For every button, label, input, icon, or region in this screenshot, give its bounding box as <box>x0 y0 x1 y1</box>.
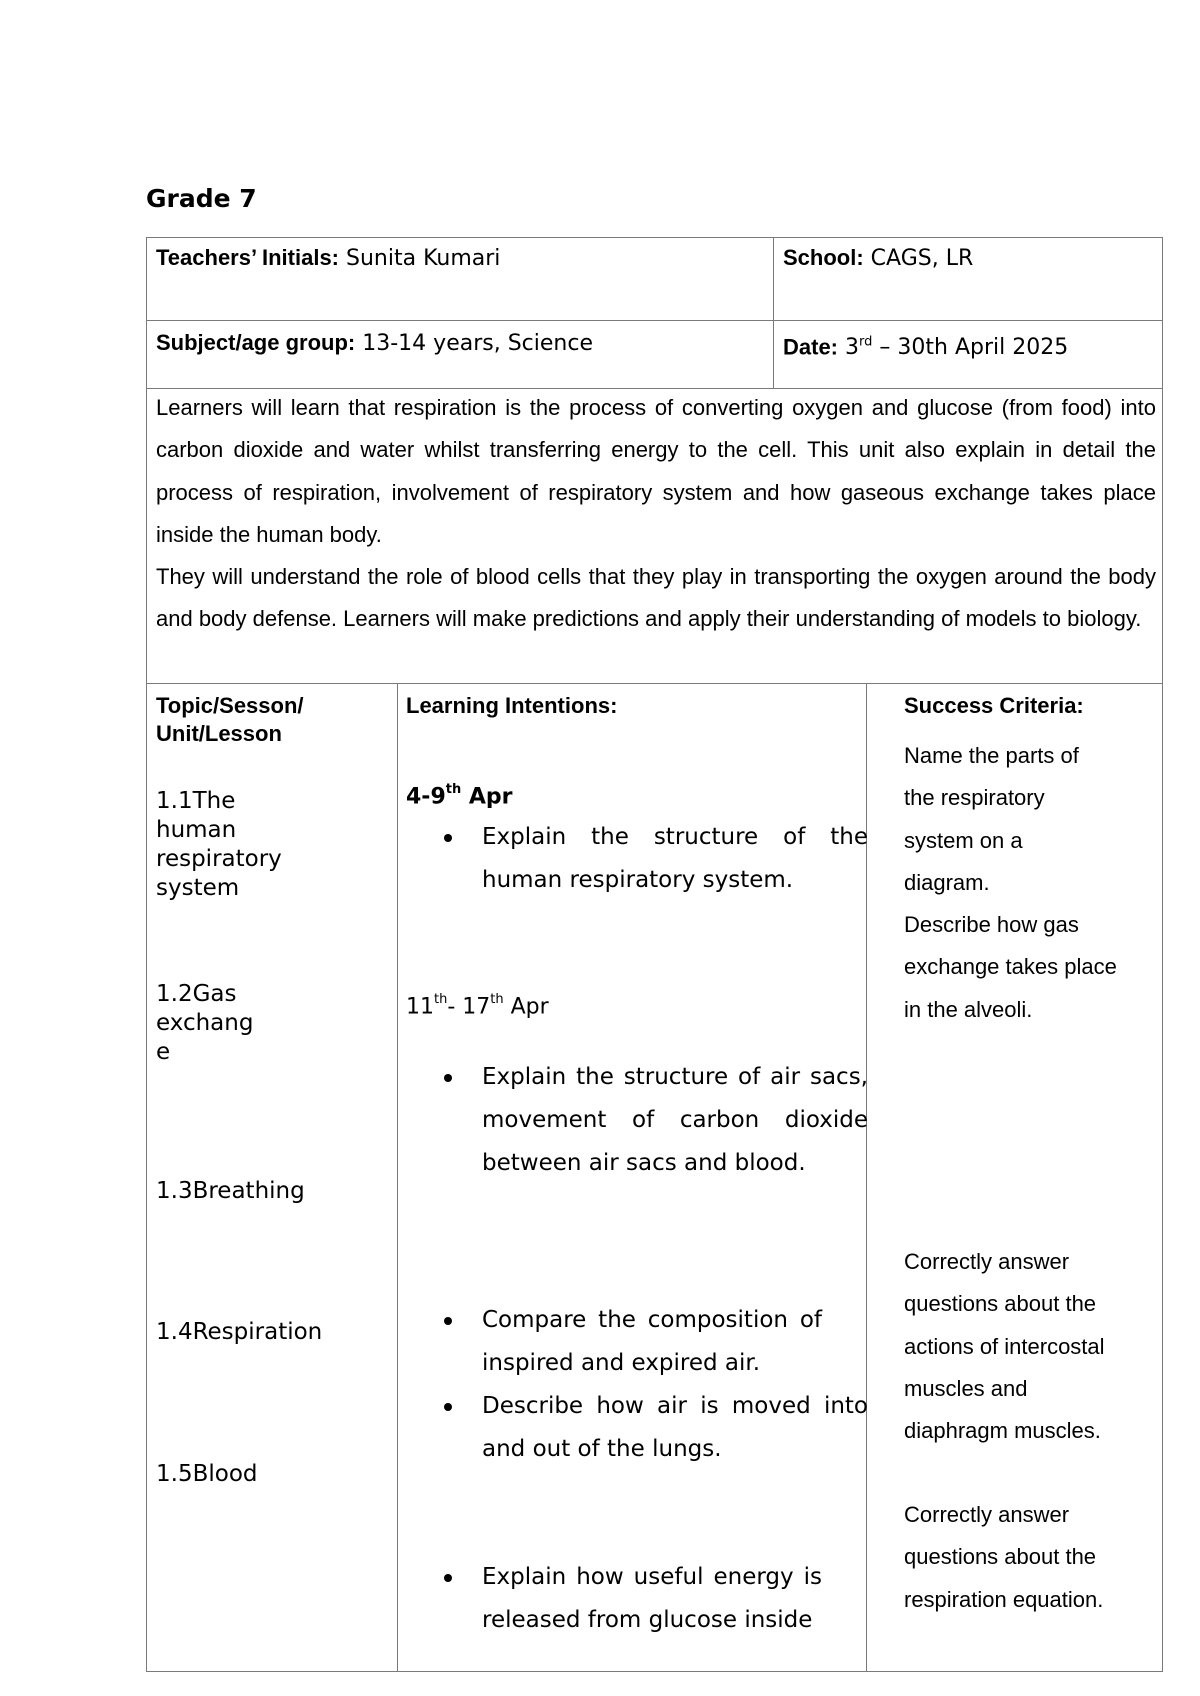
topic-item: 1.2Gas exchang e <box>156 981 254 1065</box>
list-item: Explain how useful energy is released from glucose inside <box>406 1556 822 1642</box>
week-date: 4-9th Apr <box>406 782 513 810</box>
table-border-bottom <box>146 1671 1163 1672</box>
school-label: School: <box>783 245 864 270</box>
overview-paragraph: Learners will learn that respiration is the process of converting oxygen and glucose (from food) into carbon dioxide and water whilst transferring energy to the cell. This unit also explain in detail the process of respiration, involvement of respiratory system and how gaseous exchange takes place inside the human body. <box>156 395 1156 547</box>
school-value: CAGS, LR <box>870 246 974 271</box>
intention-list <box>406 1056 866 1185</box>
list-item: Explain the structure of the human respiratory system. <box>406 816 868 902</box>
list-item: Explain the structure of air sacs, movement of carbon dioxide between air sacs and blood. <box>406 1056 868 1185</box>
table-border-left <box>146 237 147 1672</box>
teacher-label: Teachers’ Initials: <box>156 245 340 270</box>
criteria-column-header: Success Criteria: <box>904 693 1084 718</box>
table-border-right <box>1162 237 1163 1672</box>
school-cell <box>783 244 973 273</box>
subject-cell <box>156 329 593 358</box>
topic-item: 1.1The human respiratory system <box>156 788 282 901</box>
unit-overview <box>156 387 1156 641</box>
table-col-divider <box>773 237 774 388</box>
topic-item: 1.4Respiration <box>156 1319 323 1345</box>
intentions-column-header: Learning Intentions: <box>406 693 618 718</box>
date-value: 3rd – 30th April 2025 <box>845 335 1069 361</box>
intention-list <box>406 1299 866 1471</box>
overview-paragraph: They will understand the role of blood cells that they play in transporting the oxygen around the body and body defense. Learners will make predictions and apply their understanding of models to biology. <box>156 564 1156 632</box>
intention-list <box>406 816 866 902</box>
topic-item: 1.3Breathing <box>156 1178 305 1204</box>
subject-value: 13-14 years, Science <box>362 331 593 356</box>
criteria-item: Name the parts of the respiratory system on a diagram. Describe how gas exchange takes place in the alveoli. <box>904 743 1117 1022</box>
page-title: Grade 7 <box>146 184 257 213</box>
week-date: 11th- 17th Apr <box>406 992 549 1020</box>
intention-list <box>406 1556 866 1642</box>
table-col-divider <box>397 683 398 1671</box>
criteria-item: Correctly answer questions about the actions of intercostal muscles and diaphragm muscles. <box>904 1249 1105 1444</box>
teacher-value: Sunita Kumari <box>346 246 501 271</box>
list-item: Describe how air is moved into and out of the lungs. <box>406 1385 868 1471</box>
criteria-item: Correctly answer questions about the respiration equation. <box>904 1502 1104 1612</box>
table-border-top <box>146 237 1163 238</box>
subject-label: Subject/age group: <box>156 330 356 355</box>
date-label: Date: <box>783 334 839 360</box>
date-cell <box>783 329 1068 362</box>
teacher-cell <box>156 244 500 273</box>
table-row-divider <box>146 683 1163 684</box>
topic-item: 1.5Blood <box>156 1461 258 1487</box>
table-row-divider <box>146 320 1163 321</box>
list-item: Compare the composition of inspired and expired air. <box>406 1299 822 1385</box>
topic-column-header: Topic/Sesson/ Unit/Lesson <box>156 693 304 746</box>
